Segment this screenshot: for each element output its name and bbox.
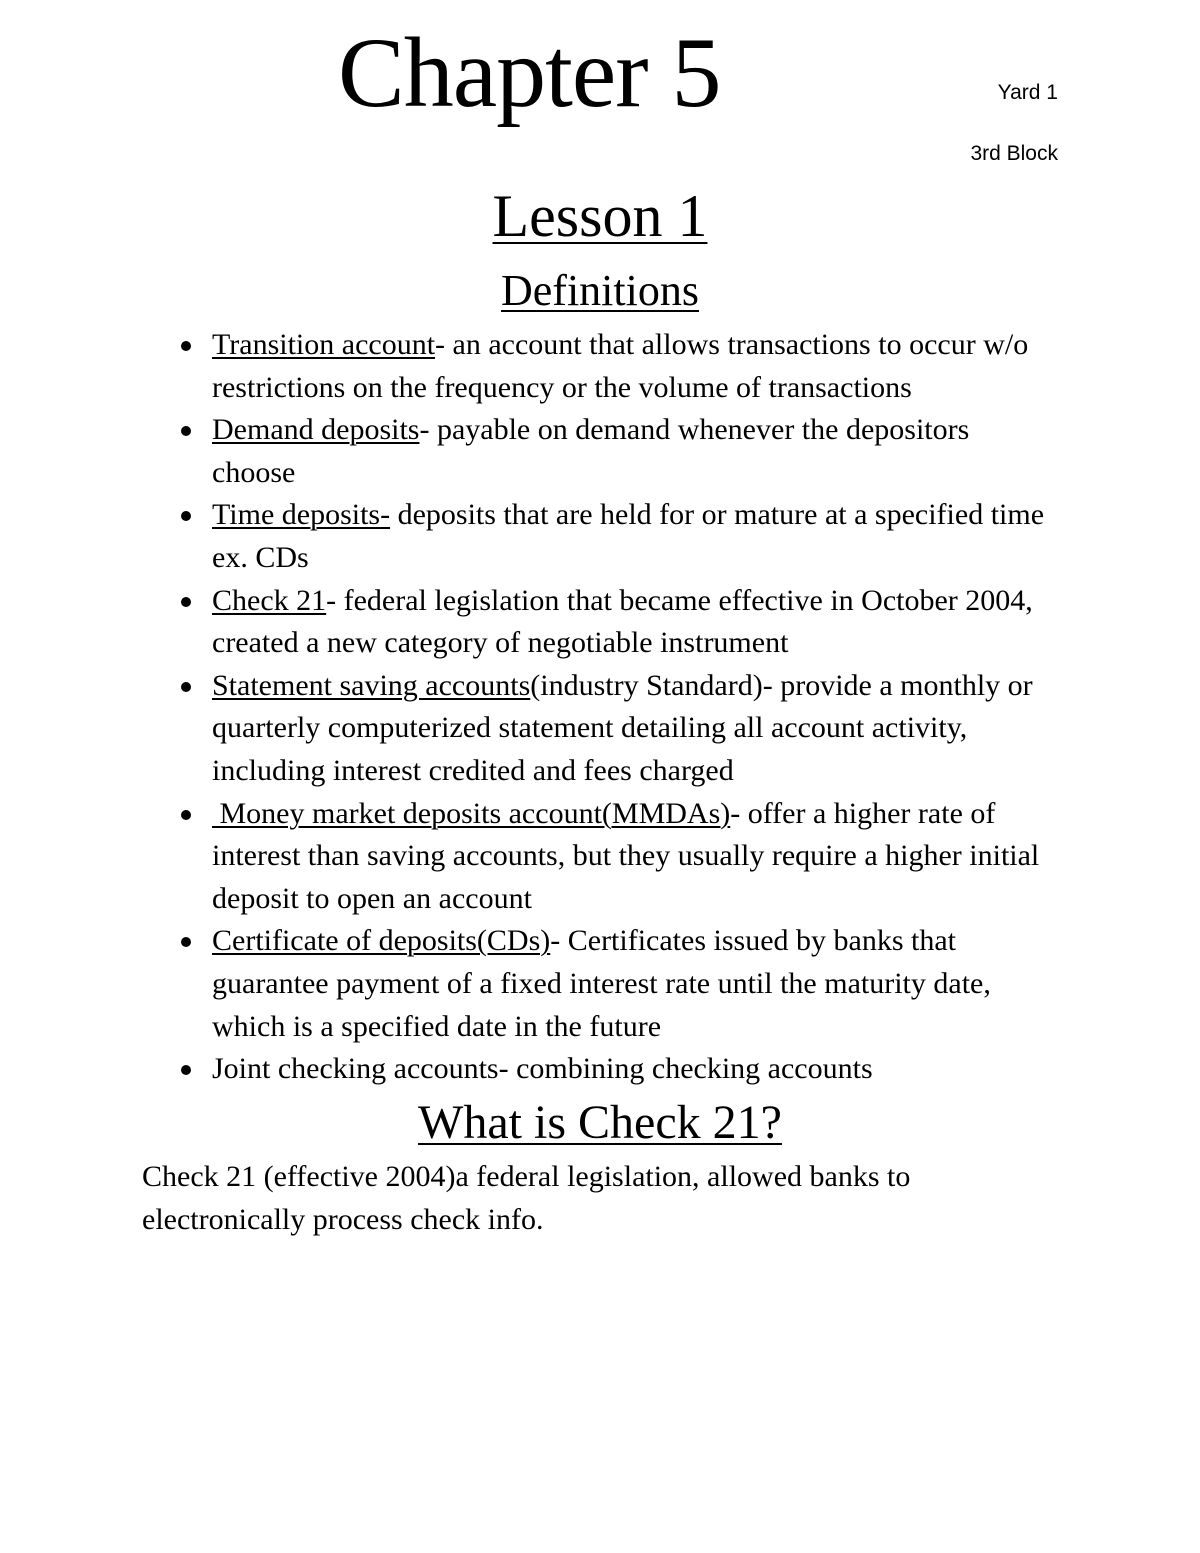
definition-item — [212, 409, 1052, 494]
definition-term: Time deposits- — [212, 498, 391, 532]
chapter-title: Chapter 5 — [338, 17, 721, 128]
definition-text: - offer a higher rate of interest than saving accounts, but they usually require a higher initial deposit to open an account — [212, 796, 1040, 915]
bullet-icon — [181, 810, 191, 820]
definition-term: Check 21 — [212, 583, 327, 617]
definition-term: Transition account — [212, 328, 436, 361]
bullet-icon — [181, 937, 191, 947]
definition-item — [212, 1048, 1052, 1091]
definition-item — [212, 793, 1052, 921]
definition-item — [212, 494, 1052, 579]
definition-term: Demand deposits — [212, 413, 420, 447]
definitions-list — [212, 324, 1052, 1091]
bullet-icon — [181, 426, 191, 436]
definition-text: - an account that allows transactions to occur w/o restrictions on the frequency or the volume of transactions — [212, 328, 1029, 404]
definition-term: Money market deposits account(MMDAs) — [212, 796, 731, 830]
lesson-title: Lesson 1 — [492, 183, 708, 249]
bullet-icon — [181, 682, 191, 692]
definition-text: Joint checking accounts- combining checking accounts — [212, 1052, 873, 1086]
definition-item — [212, 580, 1052, 665]
check21-answer: Check 21 (effective 2004)a federal legislation, allowed banks to electronically process check info. — [142, 1160, 911, 1236]
definition-item — [212, 665, 1052, 793]
definition-text: (industry Standard)- provide a monthly or quarterly computerized statement detailing all account activity, including interest credited and fees charged — [212, 668, 1033, 787]
definitions-heading: Definitions — [501, 266, 699, 315]
bullet-icon — [181, 597, 191, 607]
definition-text: - federal legislation that became effective in October 2004, created a new category of negotiable instrument — [212, 583, 1033, 660]
bullet-icon — [181, 511, 191, 521]
bullet-icon — [181, 341, 191, 351]
definition-item — [212, 920, 1052, 1048]
definition-text: deposits that are held for or mature at a specified time ex. CDs — [212, 498, 1045, 574]
bullet-icon — [181, 1065, 191, 1075]
student-name: Yard 1 — [997, 81, 1058, 104]
definition-text: - payable on demand whenever the depositors choose — [212, 413, 970, 489]
definition-term: Certificate of deposits(CDs) — [212, 924, 551, 958]
check21-heading: What is Check 21? — [418, 1096, 782, 1149]
definition-item — [212, 324, 1052, 409]
class-block: 3rd Block — [970, 142, 1058, 165]
definition-text: - Certificates issued by banks that guarantee payment of a fixed interest rate until the maturity date, which is a specified date in the future — [212, 924, 991, 1043]
definition-term: Statement saving accounts — [212, 668, 531, 702]
